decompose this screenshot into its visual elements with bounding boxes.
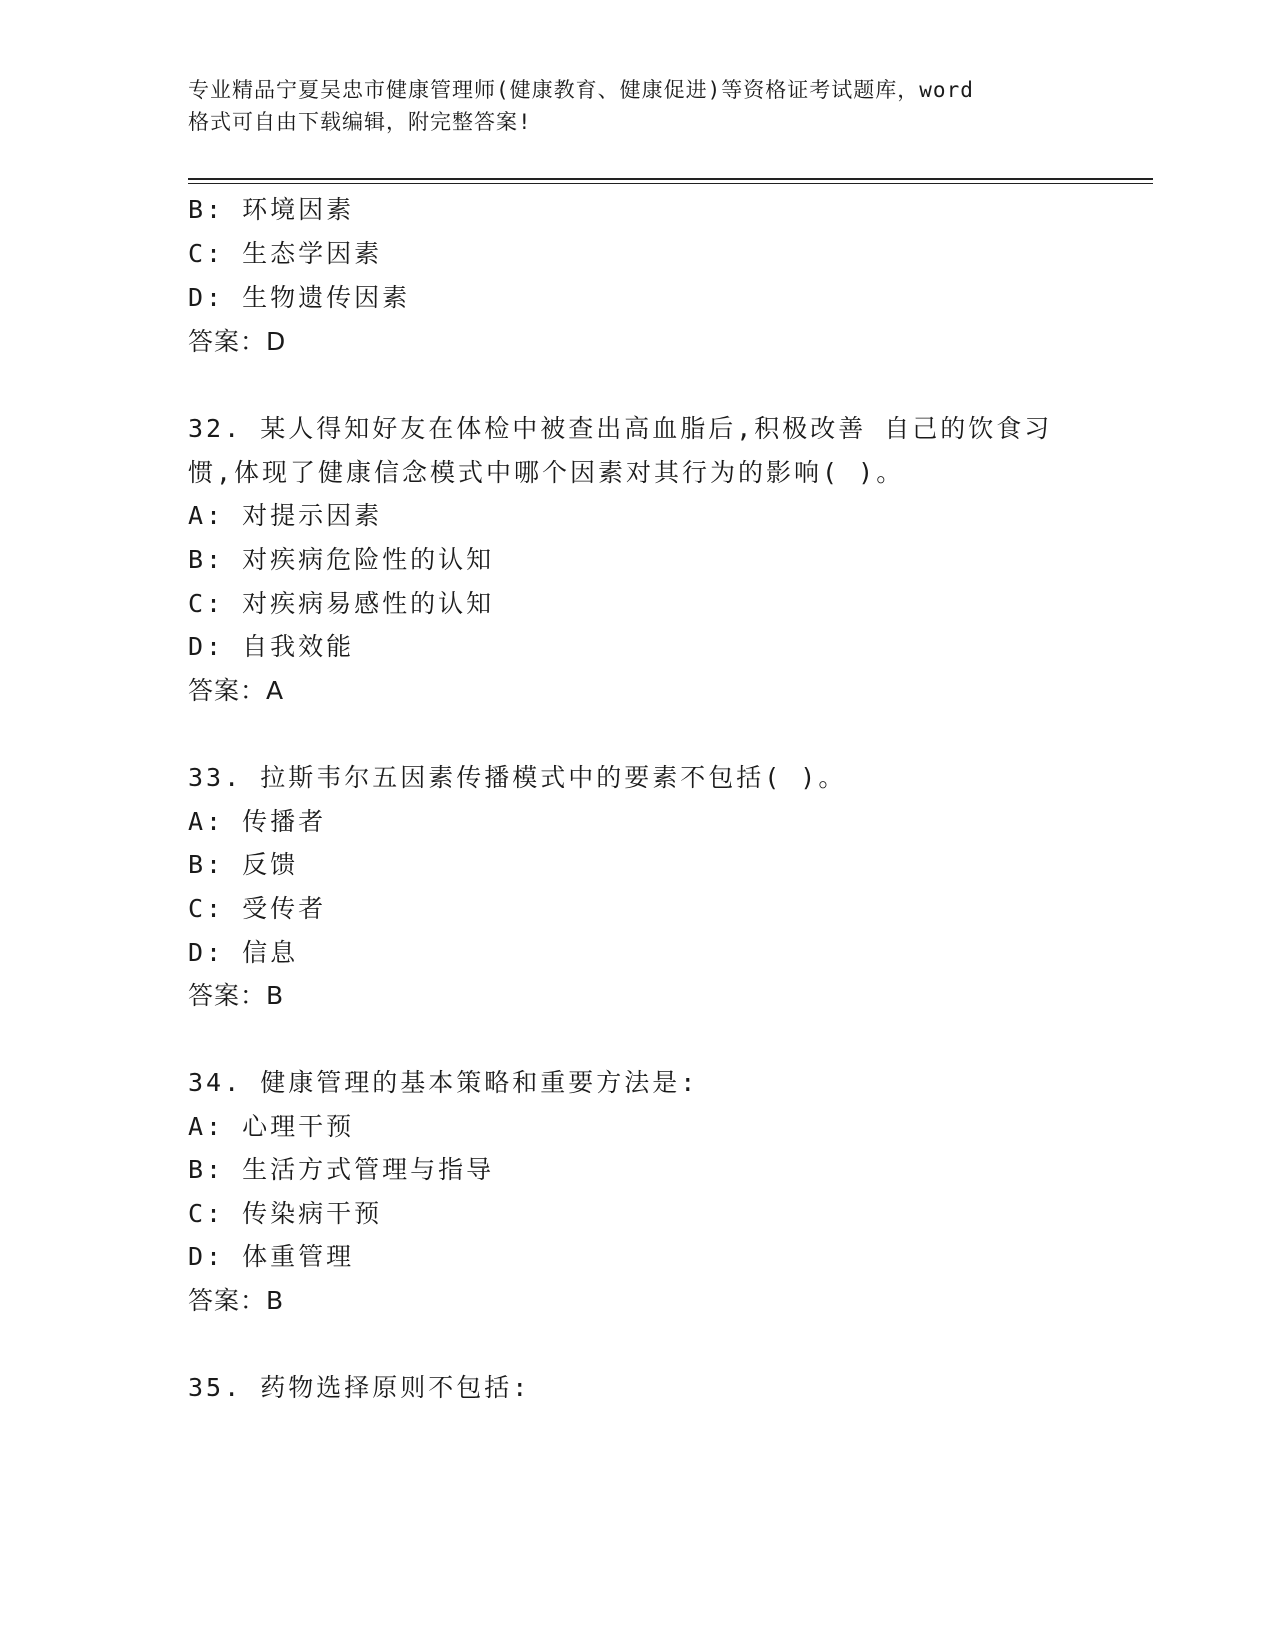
q34-stem: 34. 健康管理的基本策略和重要方法是: (188, 1068, 699, 1097)
header-line-1: 专业精品宁夏吴忠市健康管理师(健康教育、健康促进)等资格证考试题库，word (188, 78, 974, 102)
q31-option-c: C: 生态学因素 (188, 239, 383, 268)
header-line-2: 格式可自由下载编辑，附完整答案! (188, 110, 532, 134)
q31-option-d: D: 生物遗传因素 (188, 283, 411, 312)
q33-option-b: B: 反馈 (188, 850, 299, 879)
q33-option-a: A: 传播者 (188, 807, 327, 836)
q34-option-a: A: 心理干预 (188, 1112, 355, 1141)
q35-stem: 35. 药物选择原则不包括: (188, 1373, 531, 1402)
q32-stem-line-2: 惯,体现了健康信念模式中哪个因素对其行为的影响( )。 (188, 458, 905, 487)
header-divider-thin (188, 183, 1153, 184)
q31-option-b: B: 环境因素 (188, 195, 355, 224)
q33-option-c: C: 受传者 (188, 894, 327, 923)
q34-option-b: B: 生活方式管理与指导 (188, 1155, 495, 1184)
q34-answer: 答案：B (188, 1286, 285, 1315)
q32-option-a: A: 对提示因素 (188, 501, 383, 530)
q32-stem-line-1: 32. 某人得知好友在体检中被查出高血脂后,积极改善 自己的饮食习 (188, 414, 1053, 443)
q33-answer: 答案：B (188, 981, 285, 1010)
q34-option-c: C: 传染病干预 (188, 1199, 383, 1228)
q31-answer: 答案：D (188, 327, 287, 356)
q32-option-d: D: 自我效能 (188, 632, 355, 661)
q32-option-c: C: 对疾病易感性的认知 (188, 589, 495, 618)
header-divider (188, 178, 1153, 180)
q34-option-d: D: 体重管理 (188, 1242, 355, 1271)
q33-stem: 33. 拉斯韦尔五因素传播模式中的要素不包括( )。 (188, 763, 847, 792)
q32-option-b: B: 对疾病危险性的认知 (188, 545, 495, 574)
document-header (188, 74, 1088, 138)
q33-option-d: D: 信息 (188, 938, 299, 967)
q32-answer: 答案：A (188, 676, 285, 705)
